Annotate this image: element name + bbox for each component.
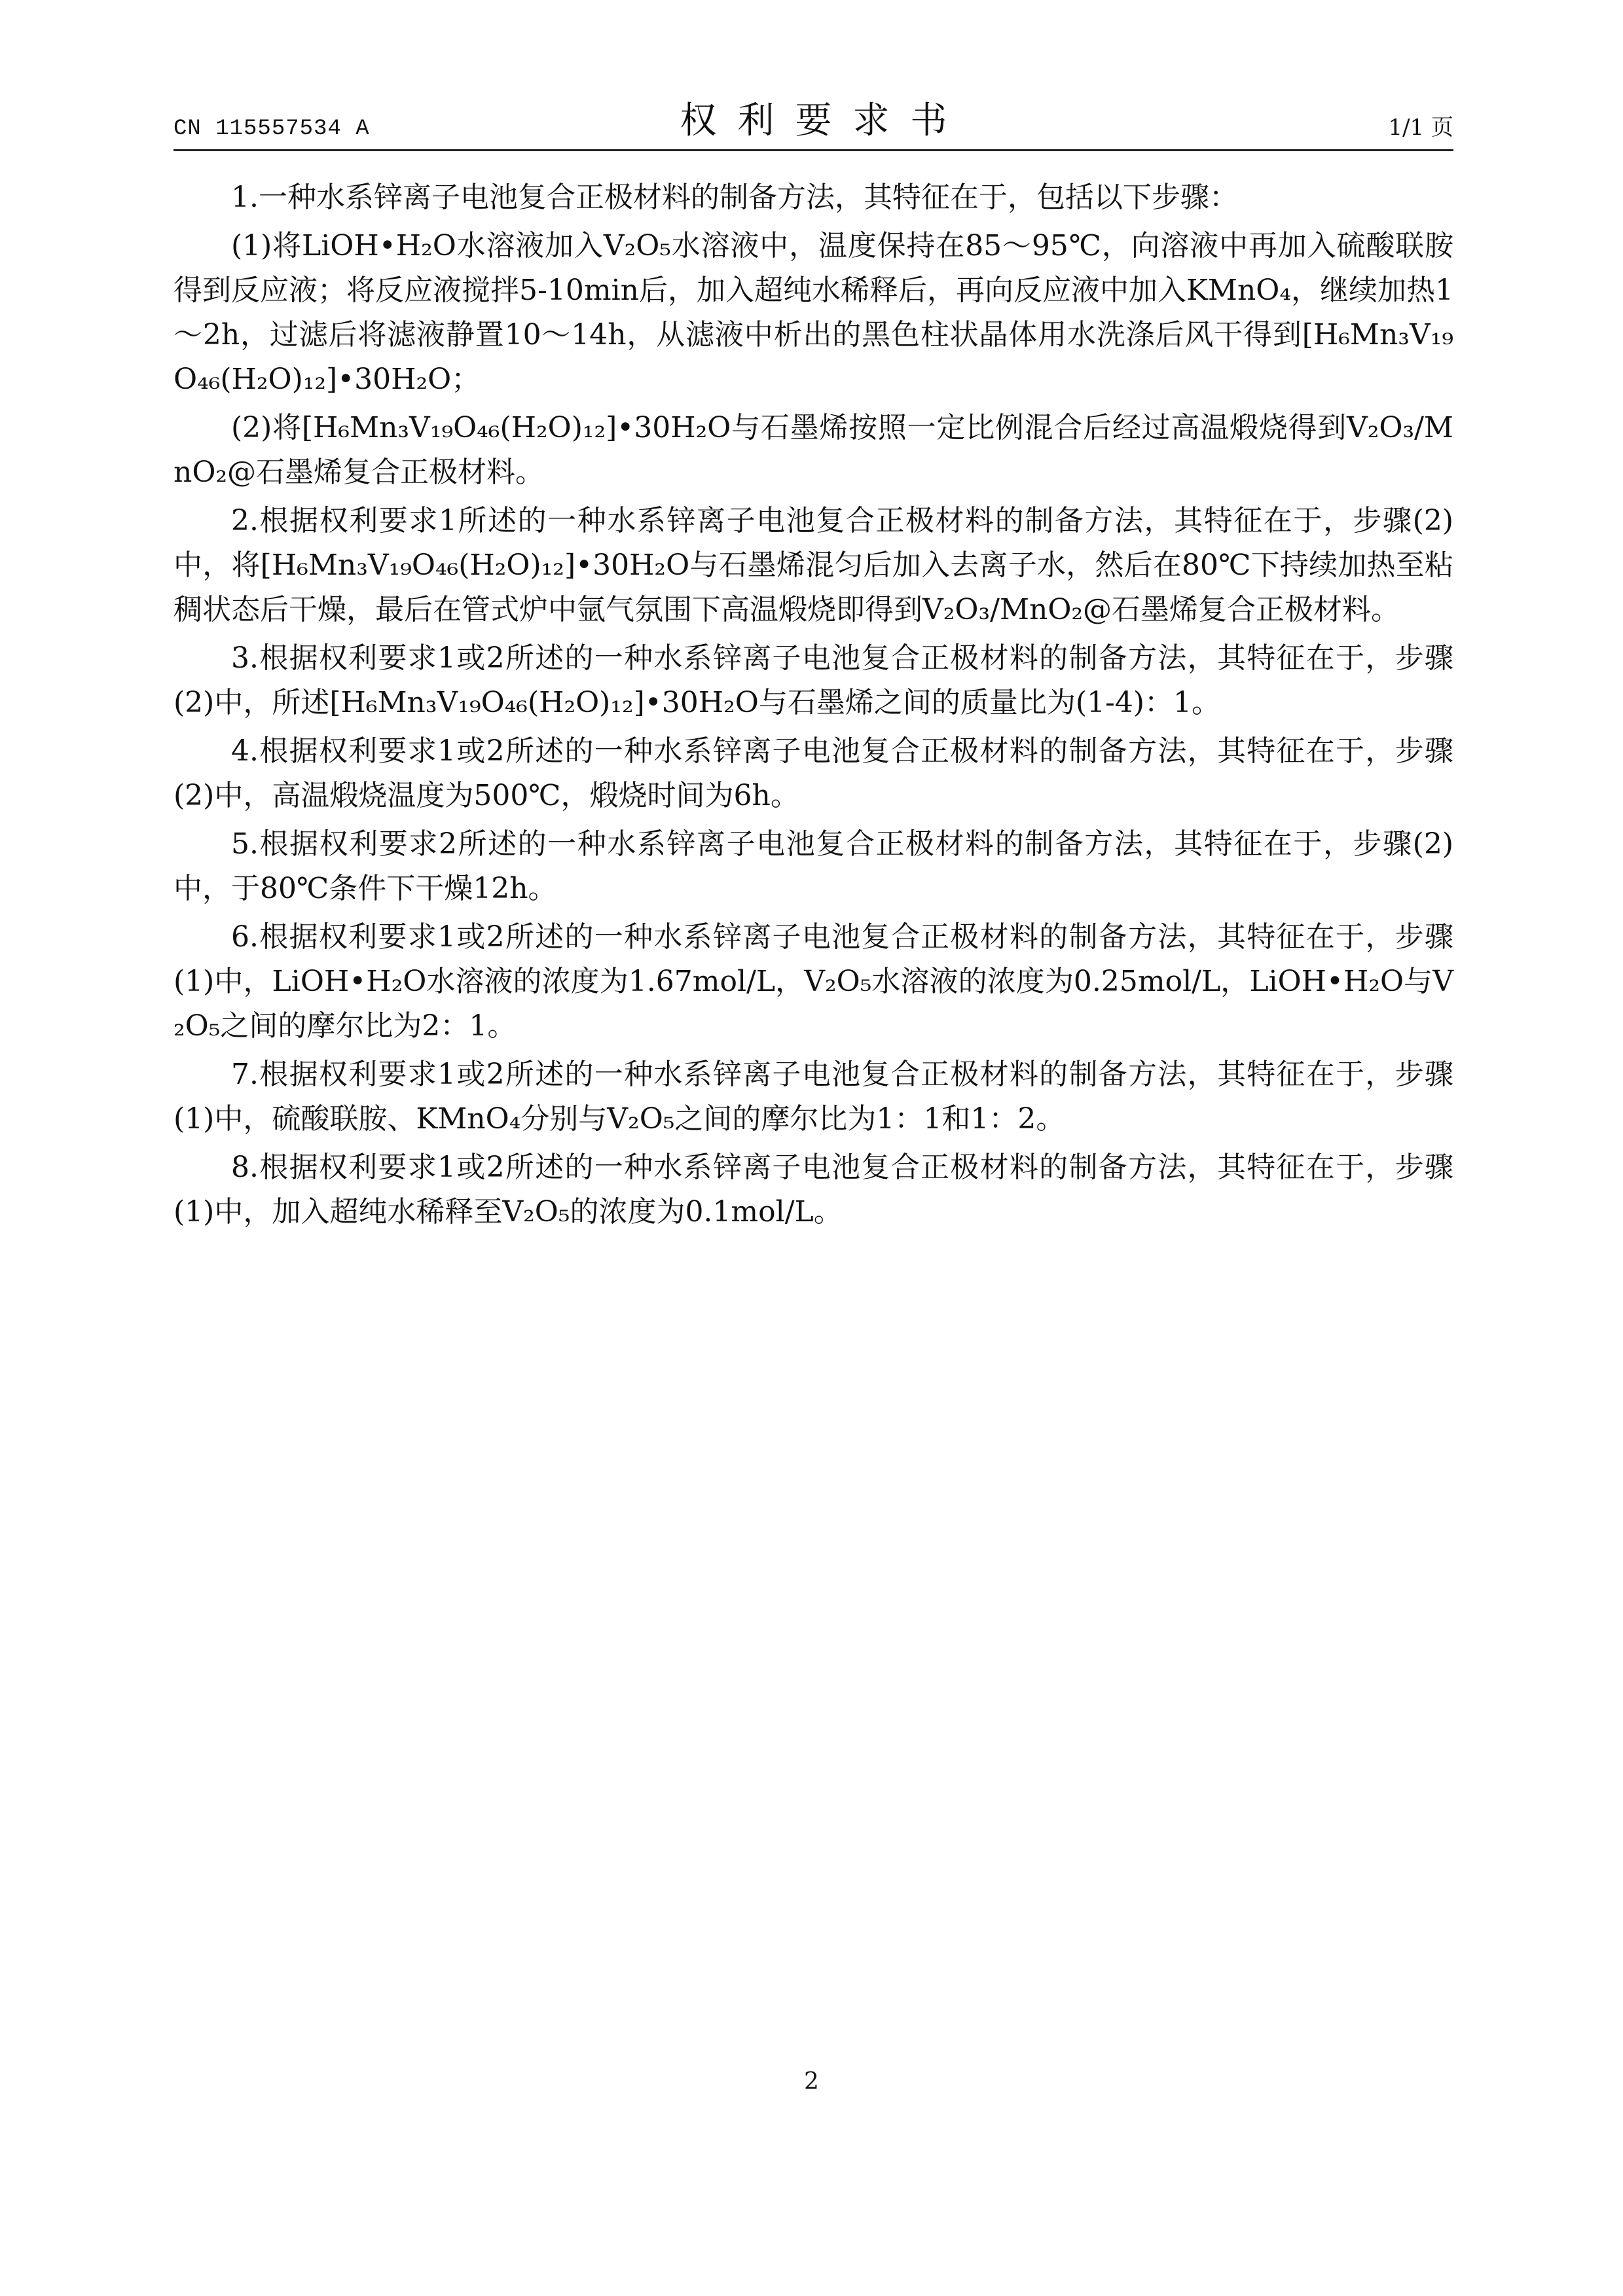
claim-6: 6.根据权利要求1或2所述的一种水系锌离子电池复合正极材料的制备方法，其特征在于，步骤(1)中，LiOH•H₂O水溶液的浓度为1.67mol/L，V₂O₅水溶液的浓度为0.25mol/L，LiOH•H₂O与V₂O₅之间的摩尔比为2：1。 — [173, 920, 1453, 1043]
claims-body — [173, 175, 1453, 1238]
header-divider — [173, 149, 1453, 151]
claim-8: 8.根据权利要求1或2所述的一种水系锌离子电池复合正极材料的制备方法，其特征在于，步骤(1)中，加入超纯水稀释至V₂O₅的浓度为0.1mol/L。 — [173, 1151, 1453, 1229]
claim-5: 5.根据权利要求2所述的一种水系锌离子电池复合正极材料的制备方法，其特征在于，步骤(2)中，于80℃条件下干燥12h。 — [173, 827, 1453, 905]
page-indicator: 1/1 页 — [1388, 115, 1453, 141]
page-header — [173, 98, 1453, 151]
claim-7: 7.根据权利要求1或2所述的一种水系锌离子电池复合正极材料的制备方法，其特征在于，步骤(1)中，硫酸联胺、KMnO₄分别与V₂O₅之间的摩尔比为1：1和1：2。 — [173, 1058, 1453, 1136]
publication-number: CN 115557534 A — [173, 117, 370, 141]
claim-1-step-2: (2)将[H₆Mn₃V₁₉O₄₆(H₂O)₁₂]•30H₂O与石墨烯按照一定比例混合后经过高温煅烧得到V₂O₃/MnO₂@石墨烯复合正极材料。 — [173, 411, 1453, 489]
claim-2: 2.根据权利要求1所述的一种水系锌离子电池复合正极材料的制备方法，其特征在于，步骤(2)中，将[H₆Mn₃V₁₉O₄₆(H₂O)₁₂]•30H₂O与石墨烯混匀后加入去离子水，然后在80℃下持续加热至粘稠状态后干燥，最后在管式炉中氩气氛围下高温煅烧即得到V₂O₃/MnO₂@石墨烯复合正极材料。 — [173, 504, 1453, 626]
document-title: 权利要求书 — [680, 99, 968, 142]
claim-4: 4.根据权利要求1或2所述的一种水系锌离子电池复合正极材料的制备方法，其特征在于，步骤(2)中，高温煅烧温度为500℃，煅烧时间为6h。 — [173, 734, 1453, 812]
claim-1-step-1: (1)将LiOH•H₂O水溶液加入V₂O₅水溶液中，温度保持在85～95℃，向溶液中再加入硫酸联胺得到反应液；将反应液搅拌5-10min后，加入超纯水稀释后，再向反应液中加入KMnO₄，继续加热1～2h，过滤后将滤液静置10～14h，从滤液中析出的黑色柱状晶体用水洗涤后风干得到[H₆Mn₃V₁₉O₄₆(H₂O)₁₂]•30H₂O； — [173, 229, 1453, 396]
claim-1-intro: 1.一种水系锌离子电池复合正极材料的制备方法，其特征在于，包括以下步骤： — [231, 181, 1238, 214]
page-number: 2 — [804, 2068, 819, 2095]
claim-3: 3.根据权利要求1或2所述的一种水系锌离子电池复合正极材料的制备方法，其特征在于，步骤(2)中，所述[H₆Mn₃V₁₉O₄₆(H₂O)₁₂]•30H₂O与石墨烯之间的质量比为(1-4)：1。 — [173, 641, 1453, 719]
